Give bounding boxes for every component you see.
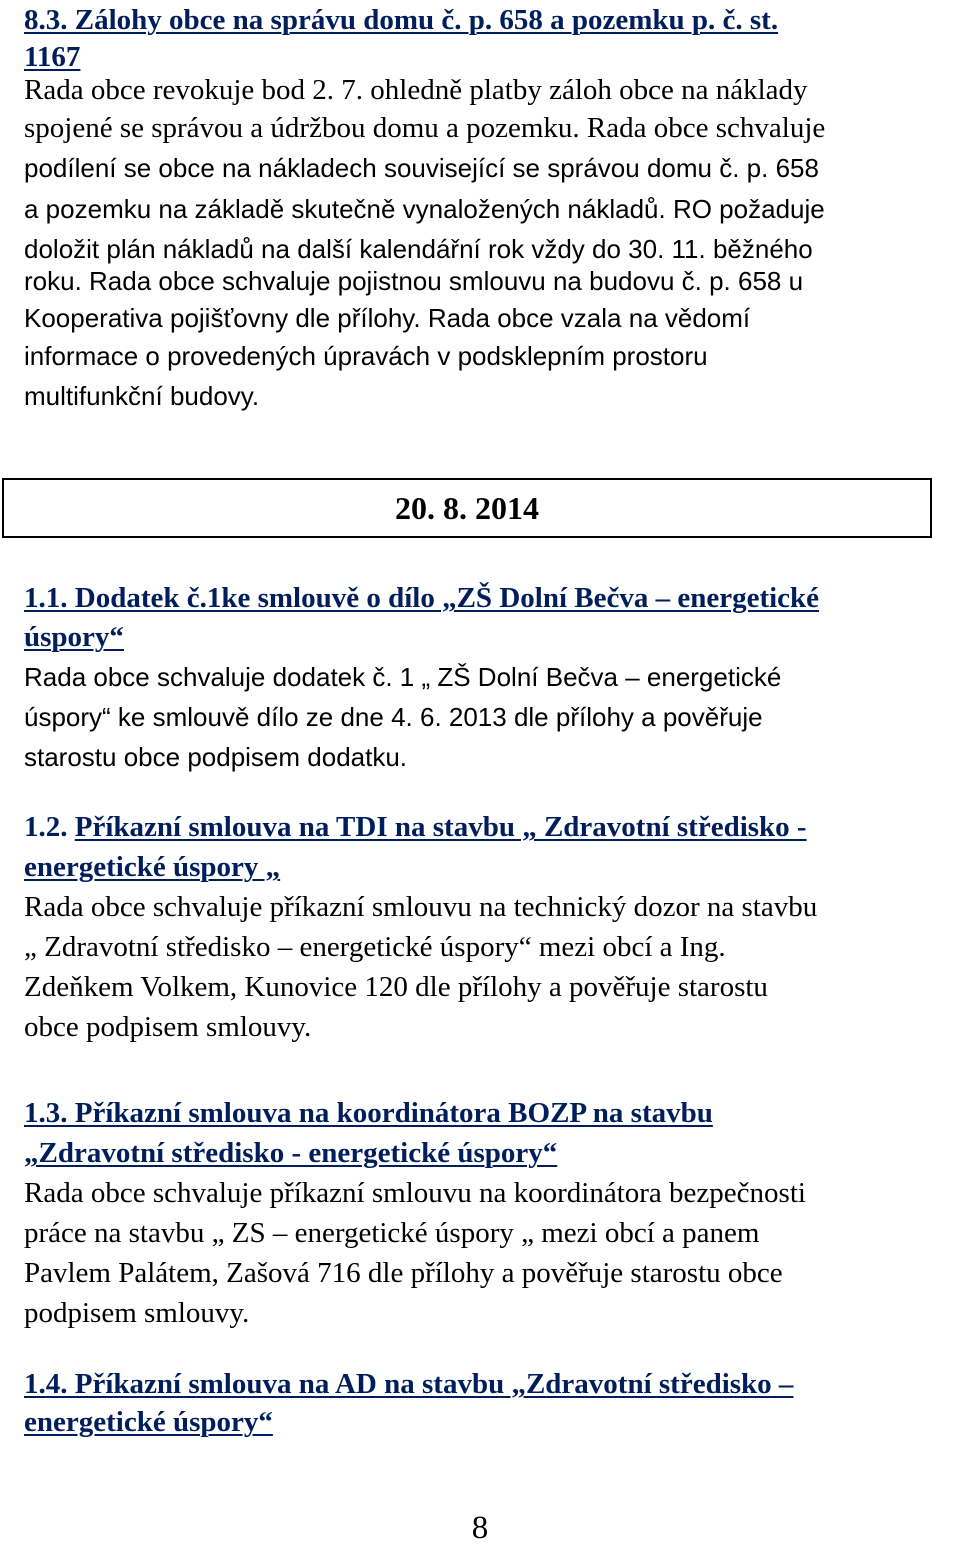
section-1-3-heading-line-1: 1.3. Příkazní smlouva na koordinátora BOZP na stavbu — [24, 1097, 713, 1129]
section-8-3-body-line-1: Rada obce revokuje bod 2. 7. ohledně platby záloh obce na náklady — [24, 74, 808, 106]
section-8-3-body-line-9: multifunkční budovy. — [24, 381, 260, 411]
section-1-2-body-line-1: Rada obce schvaluje příkazní smlouvu na technický dozor na stavbu — [24, 891, 818, 923]
section-8-3-body-line-7: Kooperativa pojišťovny dle přílohy. Rada obce vzala na vědomí — [24, 303, 751, 333]
meeting-date-box — [2, 478, 932, 538]
section-1-2-body-line-3: Zdeňkem Volkem, Kunovice 120 dle přílohy a pověřuje starostu — [24, 971, 768, 1003]
page-number: 8 — [471, 1510, 489, 1546]
section-1-1-heading-line-2: úspory“ — [24, 621, 124, 653]
section-1-1-body-line-1: Rada obce schvaluje dodatek č. 1 „ ZŠ Dolní Bečva – energetické — [24, 662, 782, 692]
section-1-2-body-line-4: obce podpisem smlouvy. — [24, 1011, 312, 1043]
section-1-2-heading-text: Příkazní smlouva na TDI na stavbu „ Zdravotní středisko - — [74, 811, 807, 843]
section-8-3-body-line-8: informace o provedených úpravách v podsklepním prostoru — [24, 341, 708, 371]
section-8-3-body-line-3: podílení se obce na nákladech související se správou domu č. p. 658 — [24, 153, 819, 183]
section-1-1-body-line-3: starostu obce podpisem dodatku. — [24, 742, 408, 772]
section-8-3-body-line-4: a pozemku na základě skutečně vynaložených nákladů. RO požaduje — [24, 194, 825, 224]
section-8-3-body-line-2: spojené se správou a údržbou domu a pozemku. Rada obce schvaluje — [24, 112, 826, 144]
section-8-3-heading-line-2: 1167 — [24, 41, 81, 73]
section-1-4-heading-line-2: energetické úspory“ — [24, 1406, 273, 1438]
section-1-2-body-line-2: „ Zdravotní středisko – energetické úspory“ mezi obcí a Ing. — [24, 931, 726, 963]
meeting-date: 20. 8. 2014 — [395, 490, 539, 526]
section-1-3-body-line-2: práce na stavbu „ ZS – energetické úspory „ mezi obcí a panem — [24, 1217, 760, 1249]
section-8-3-body-line-6: roku. Rada obce schvaluje pojistnou smlouvu na budovu č. p. 658 u — [24, 266, 804, 296]
section-8-3-body-line-5: doložit plán nákladů na další kalendářní rok vždy do 30. 11. běžného — [24, 234, 813, 264]
section-1-3-body-line-1: Rada obce schvaluje příkazní smlouvu na koordinátora bezpečnosti — [24, 1177, 806, 1209]
section-1-2-heading-line-1 — [24, 807, 807, 847]
section-1-3-body-line-4: podpisem smlouvy. — [24, 1297, 250, 1329]
section-1-2-heading-line-2: energetické úspory „ — [24, 851, 281, 883]
section-1-3-heading-line-2: „Zdravotní středisko - energetické úspory“ — [24, 1137, 558, 1169]
section-1-3-body-line-3: Pavlem Palátem, Zašová 716 dle přílohy a pověřuje starostu obce — [24, 1257, 783, 1289]
section-1-4-heading-line-1: 1.4. Příkazní smlouva na AD na stavbu „Zdravotní středisko – — [24, 1368, 794, 1400]
section-1-1-heading-line-1: 1.1. Dodatek č.1ke smlouvě o dílo „ZŠ Dolní Bečva – energetické — [24, 582, 820, 614]
section-8-3-heading-line-1: 8.3. Zálohy obce na správu domu č. p. 658 a pozemku p. č. st. — [24, 4, 779, 36]
section-1-1-body-line-2: úspory“ ke smlouvě dílo ze dne 4. 6. 2013 dle přílohy a pověřuje — [24, 702, 763, 732]
section-1-2-number: 1.2. — [24, 811, 68, 843]
